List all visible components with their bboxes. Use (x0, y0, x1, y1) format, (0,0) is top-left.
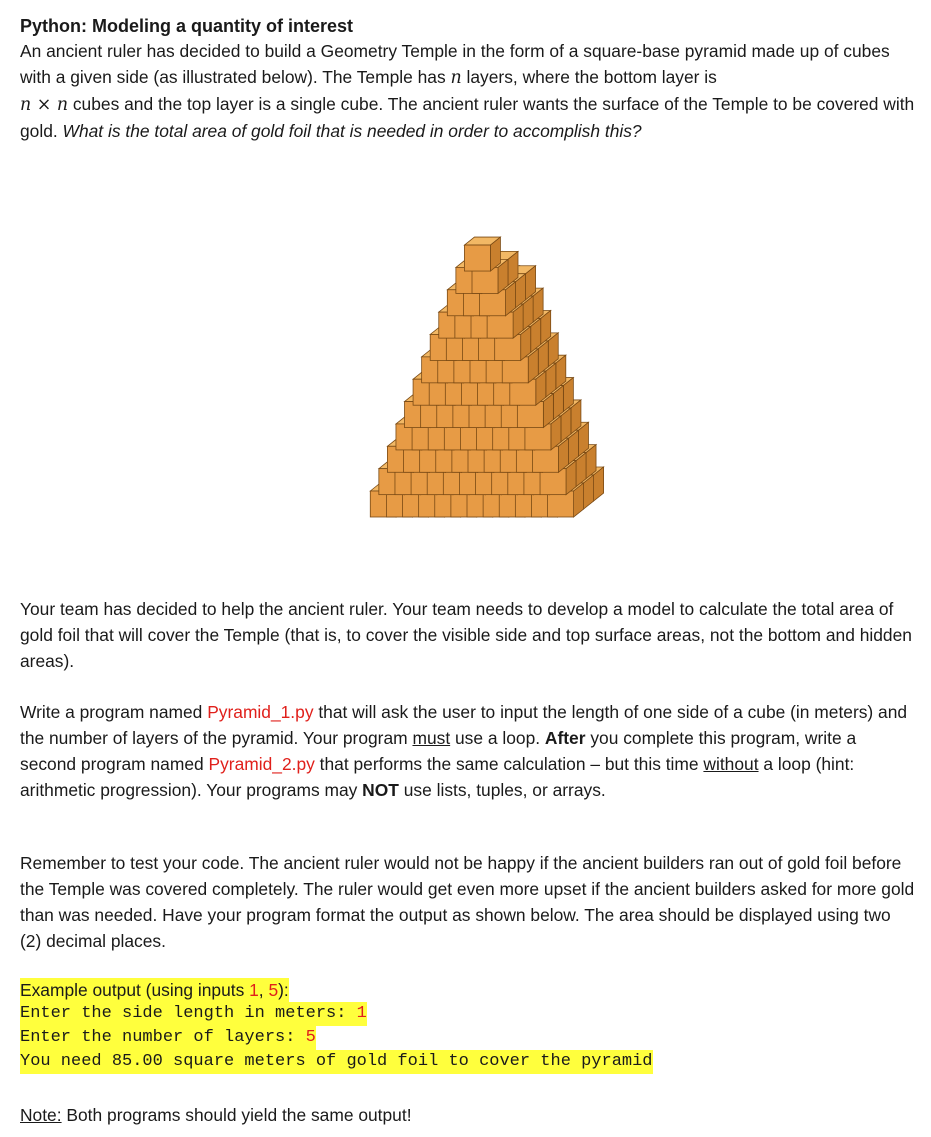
example-input-2: 5 (268, 980, 279, 1000)
instr-text-b: that will ask the user to input the length of one side of a cube (in meters) and the number of layers of the pyramid. Your program (20, 702, 908, 748)
pyramid-of-cubes-illustration (260, 199, 715, 554)
instr-text-f: a loop (hint: arithmetic progression). Your programs may (20, 754, 855, 800)
math-n-by-n: n × n (20, 95, 69, 115)
instr-text-e: that performs the same calculation – but this time (314, 754, 704, 774)
result-text: You need 85.00 square meters of gold foil to cover the pyramid (20, 1050, 653, 1074)
testing-paragraph: Remember to test your code. The ancient ruler would not be happy if the ancient builders ran out of gold foil before the Temple was covered completely. The ruler would get even more upset if the ancient builders asked for more gold than was needed. Have your program format the output as shown below. The area should be displayed using two (2) decimal places. (20, 853, 915, 951)
example-line-side-length (20, 1002, 653, 1026)
note-label: Note: (20, 1105, 62, 1125)
cube (464, 237, 500, 271)
layers-value: 5 (305, 1028, 316, 1047)
team-paragraph: Your team has decided to help the ancient ruler. Your team needs to develop a model to calculate the total area of gold foil that will cover the Temple (that is, to cover the visible side and top surface areas, not the bottom and hidden areas). (20, 599, 912, 671)
note-line (20, 1102, 412, 1128)
document-title: Python: Modeling a quantity of interest (20, 16, 353, 36)
example-line-result (20, 1050, 653, 1074)
filename-pyramid-1: Pyramid_1.py (207, 702, 314, 722)
intro-text-2: layers, where the bottom layer is (461, 67, 717, 87)
side-length-value: 1 (356, 1004, 367, 1023)
instr-text-d: you complete this program, write a second program named (20, 728, 857, 774)
note-text: Both programs should yield the same output! (61, 1105, 412, 1125)
emphasis-not: NOT (362, 780, 399, 800)
emphasis-after: After (544, 728, 586, 748)
example-label (20, 978, 653, 1002)
program-instructions-paragraph (20, 699, 915, 803)
document-page (20, 14, 915, 1125)
intro-text-3: cubes and the top layer is a single cube. The ancient ruler wants the surface of the Temple to be covered with gold. (20, 94, 915, 141)
filename-pyramid-2: Pyramid_2.py (208, 754, 315, 774)
example-line-layers (20, 1026, 653, 1050)
intro-question: What is the total area of gold foil that is needed in order to accomplish this? (62, 121, 642, 141)
example-sep: , (258, 980, 269, 1000)
emphasis-without: without (703, 754, 759, 774)
instr-text-g: use lists, tuples, or arrays. (398, 780, 606, 800)
intro-paragraph (20, 38, 915, 144)
layers-prompt: Enter the number of layers: (20, 1028, 306, 1047)
example-label-text: Example output (using inputs (20, 980, 250, 1000)
side-length-prompt: Enter the side length in meters: (20, 1004, 357, 1023)
example-input-1: 1 (249, 980, 259, 1000)
instr-text-a: Write a program named (20, 702, 208, 722)
instr-text-c: use a loop. (450, 728, 545, 748)
example-label-end: ): (278, 980, 289, 1000)
emphasis-must: must (412, 728, 451, 748)
example-output-block (20, 978, 653, 1074)
intro-text-1: An ancient ruler has decided to build a Geometry Temple in the form of a square-base pyramid made up of cubes with a given side (as illustrated below). The Temple has (20, 41, 890, 87)
math-n: n (450, 68, 462, 88)
